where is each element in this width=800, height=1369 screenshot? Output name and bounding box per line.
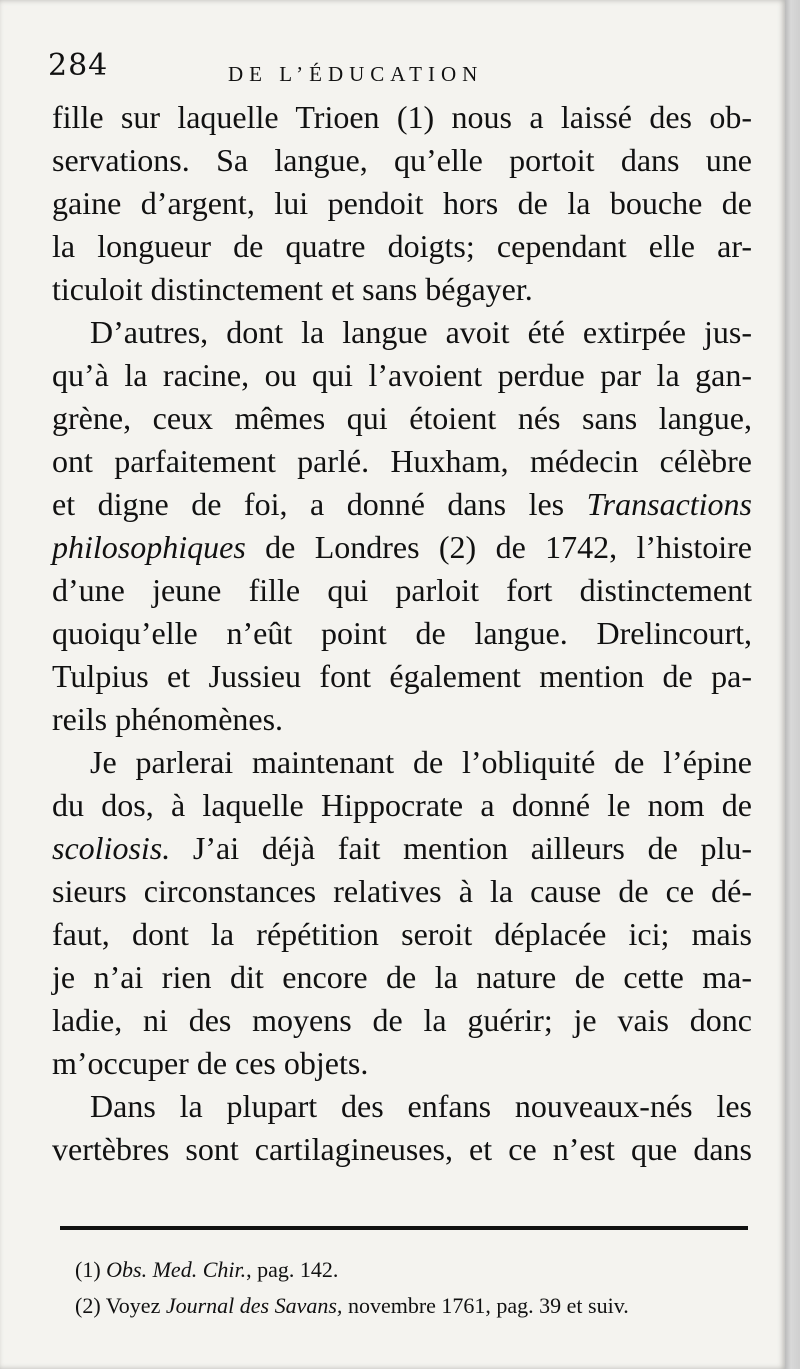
italic-span: Obs. Med. Chir. (106, 1257, 247, 1282)
text-line: quoiqu’elle n’eût point de langue. Drelincourt, (52, 615, 752, 651)
text-line: Je parlerai maintenant de l’obliquité de l’épine (90, 744, 752, 780)
text-line: D’autres, dont la langue avoit été extirpée jus- (90, 314, 752, 350)
italic-span: scoliosis. (52, 830, 171, 866)
text-span: , pag. 142. (246, 1257, 339, 1282)
text-line: m’occuper de ces objets. (52, 1045, 369, 1081)
text-line: gaine d’argent, lui pendoit hors de la bouche de (52, 185, 752, 221)
text-span: de Londres (2) de 1742, l’histoire (245, 529, 752, 565)
text-line: du dos, à laquelle Hippocrate a donné le nom de (52, 787, 752, 823)
footnote-1 (75, 1252, 755, 1288)
running-head: DE L’ÉDUCATION (228, 62, 484, 86)
text-line: servations. Sa langue, qu’elle portoit dans une (52, 142, 752, 178)
text-line (52, 827, 752, 870)
page-number: 284 (48, 48, 109, 83)
text-span: novembre 1761, pag. 39 et suiv. (342, 1293, 629, 1318)
italic-span: philosophiques (52, 529, 246, 565)
text-span: et digne de foi, a donné dans les (52, 486, 587, 522)
footnote-marker: (1) (75, 1257, 107, 1282)
italic-span: Transactions (586, 486, 752, 522)
text-line: Tulpius et Jussieu font également mention de pa- (52, 658, 752, 694)
footnote-marker: (2) Voyez (75, 1293, 166, 1318)
italic-span: Journal des Savans, (165, 1293, 343, 1318)
text-span: J’ai déjà fait mention ailleurs de plu- (170, 830, 752, 866)
text-line (52, 526, 752, 569)
text-line: ont parfaitement parlé. Huxham, médecin célèbre (52, 443, 752, 479)
text-line: vertèbres sont cartilagineuses, et ce n’est que dans (52, 1131, 752, 1167)
text-line: fille sur laquelle Trioen (1) nous a laissé des ob- (52, 99, 752, 135)
text-line: je n’ai rien dit encore de la nature de cette ma- (52, 959, 752, 995)
text-line: d’une jeune fille qui parloit fort distinctement (52, 572, 752, 608)
text-line: la longueur de quatre doigts; cependant elle ar- (52, 228, 752, 264)
text-line: ticuloit distinctement et sans bégayer. (52, 271, 533, 307)
text-line: Dans la plupart des enfans nouveaux-nés les (90, 1088, 752, 1124)
text-line: ladie, ni des moyens de la guérir; je vais donc (52, 1002, 752, 1038)
page-header (48, 48, 748, 88)
footnote-rule (60, 1226, 748, 1230)
text-line: sieurs circonstances relatives à la cause de ce dé- (52, 873, 752, 909)
page-edge (785, 0, 800, 1369)
footnote-2 (75, 1288, 755, 1324)
text-line: faut, dont la répétition seroit déplacée ici; mais (52, 916, 752, 952)
footnotes (75, 1252, 755, 1324)
text-line: qu’à la racine, ou qui l’avoient perdue par la gan- (52, 357, 752, 393)
text-line: grène, ceux mêmes qui étoient nés sans langue, (52, 400, 752, 436)
body-text (52, 96, 752, 1171)
text-line: reils phénomènes. (52, 701, 284, 737)
text-line (52, 483, 752, 526)
